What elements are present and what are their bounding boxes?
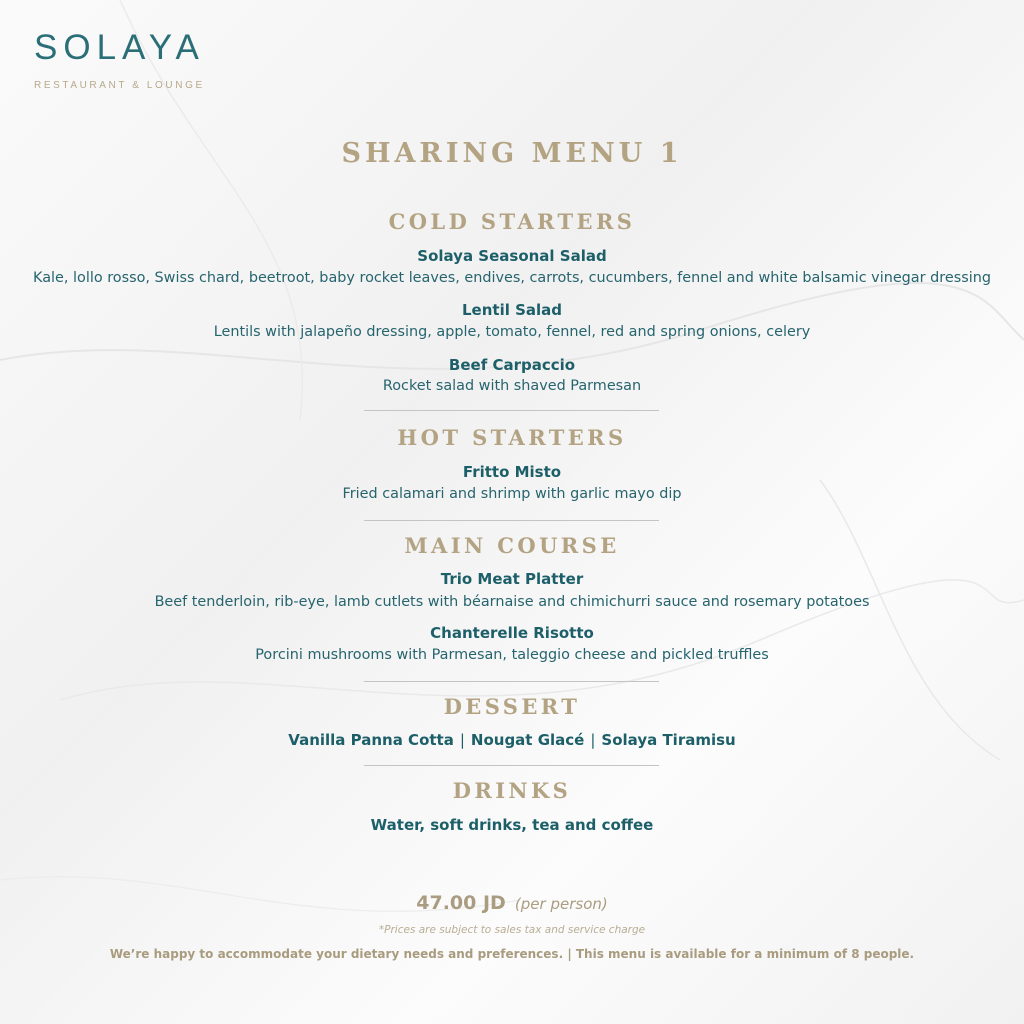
item-name: Lentil Salad	[461, 301, 562, 319]
item-description: Rocket salad with shaved Parmesan	[382, 378, 642, 394]
price-row	[0, 892, 1024, 914]
section-title-drinks: DRINKS	[452, 778, 572, 803]
price-per-person: (per person)	[514, 895, 608, 913]
dessert-item: Vanilla Panna Cotta	[288, 731, 454, 749]
item-description: Kale, lollo rosso, Swiss chard, beetroot, baby rocket leaves, endives, carrots, cucumbers, fennel and white balsamic vinegar dressing	[33, 270, 991, 286]
dessert-separator: |	[590, 731, 596, 749]
item-name: Fritto Misto	[462, 463, 562, 481]
dessert-items	[0, 731, 1024, 749]
section-title-hot-starters: HOT STARTERS	[397, 425, 627, 450]
item-name: Solaya Seasonal Salad	[417, 247, 607, 265]
dessert-item: Nougat Glacé	[470, 731, 585, 749]
price: 47.00 JD	[416, 892, 506, 914]
brand-logo	[34, 28, 205, 91]
item-name: Trio Meat Platter	[440, 570, 584, 588]
item-description: Fried calamari and shrimp with garlic mayo dip	[342, 486, 682, 502]
dessert-separator: |	[459, 731, 465, 749]
drinks-text: Water, soft drinks, tea and coffee	[370, 816, 654, 834]
brand-subtitle: RESTAURANT & LOUNGE	[34, 80, 205, 91]
dessert-item: Solaya Tiramisu	[601, 731, 736, 749]
section-divider	[364, 765, 659, 766]
brand-name: SOLAYA	[34, 28, 205, 67]
section-divider	[364, 410, 659, 411]
item-description: Lentils with jalapeño dressing, apple, tomato, fennel, red and spring onions, celery	[213, 324, 811, 340]
item-name: Chanterelle Risotto	[430, 624, 594, 642]
section-title-cold-starters: COLD STARTERS	[388, 209, 636, 234]
item-name: Beef Carpaccio	[448, 356, 576, 374]
section-title-dessert: DESSERT	[443, 694, 581, 719]
item-description: Beef tenderloin, rib-eye, lamb cutlets with béarnaise and chimichurri sauce and rosemary potatoes	[154, 594, 870, 610]
section-divider	[364, 681, 659, 682]
item-description: Porcini mushrooms with Parmesan, taleggio cheese and pickled truffles	[255, 647, 769, 663]
menu-title: SHARING MENU 1	[341, 138, 683, 169]
section-title-main-course: MAIN COURSE	[404, 533, 620, 558]
section-divider	[364, 520, 659, 521]
footer-note: We’re happy to accommodate your dietary needs and preferences. | This menu is available for a minimum of 8 people.	[109, 947, 915, 961]
tax-note: *Prices are subject to sales tax and service charge	[378, 924, 646, 936]
